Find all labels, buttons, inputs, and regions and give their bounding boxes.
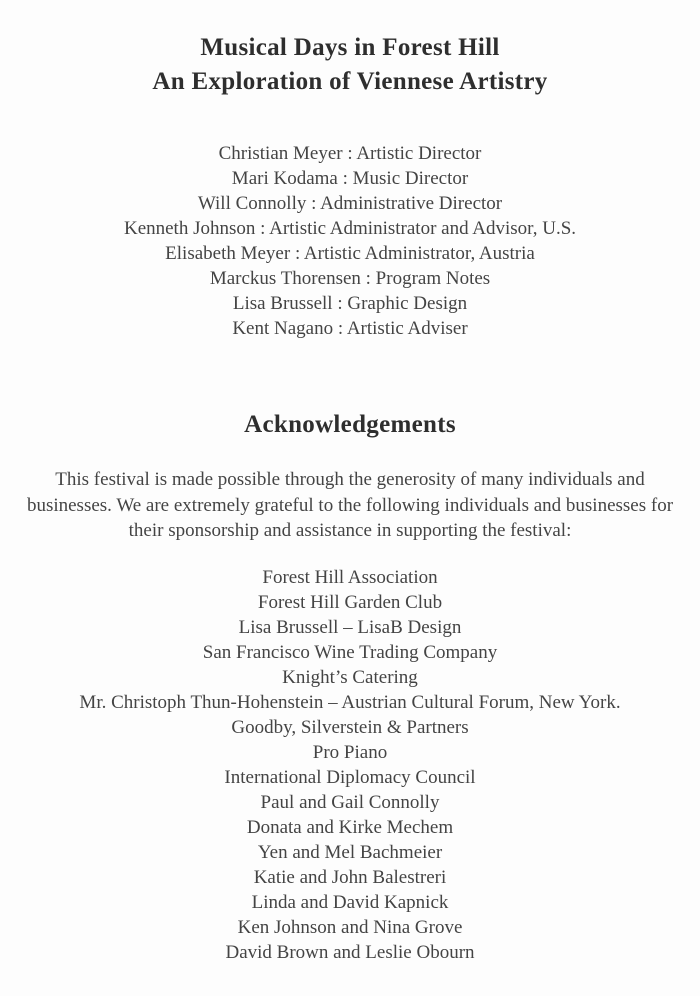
- sponsor-line: Knight’s Catering: [282, 666, 418, 688]
- sponsor-line: San Francisco Wine Trading Company: [202, 641, 498, 663]
- acknowledgements-paragraph: This festival is made possible through the generosity of many individuals and businesses. We are extremely grateful to the following individuals and businesses for their sponsorship and assistance in supporting the festival:: [26, 469, 674, 541]
- credit-line: Lisa Brussell : Graphic Design: [232, 293, 468, 314]
- sponsor-line: Donata and Kirke Mechem: [246, 816, 454, 838]
- sponsors-list: [0, 565, 700, 965]
- page-title-line2: An Exploration of Viennese Artistry: [152, 68, 548, 95]
- sponsor-line: Yen and Mel Bachmeier: [257, 841, 443, 863]
- credit-line: Will Connolly : Administrative Director: [197, 193, 503, 214]
- sponsor-line: Ken Johnson and Nina Grove: [237, 916, 463, 938]
- credit-line: Marckus Thorensen : Program Notes: [209, 268, 491, 289]
- credit-line: Christian Meyer : Artistic Director: [218, 143, 482, 164]
- sponsor-line: Katie and John Balestreri: [253, 866, 447, 888]
- sponsor-line: International Diplomacy Council: [224, 766, 476, 788]
- acknowledgements-heading: Acknowledgements: [244, 411, 456, 438]
- sponsor-line: Linda and David Kapnick: [251, 891, 449, 913]
- sponsor-line: Pro Piano: [312, 741, 388, 763]
- credit-line: Kent Nagano : Artistic Adviser: [232, 318, 468, 339]
- page-title-line1: Musical Days in Forest Hill: [200, 34, 500, 61]
- sponsor-line: Lisa Brussell – LisaB Design: [238, 616, 462, 638]
- page-title: [0, 31, 700, 99]
- sponsor-line: Goodby, Silverstein & Partners: [231, 716, 469, 738]
- sponsor-line: Forest Hill Garden Club: [257, 591, 443, 613]
- credit-line: Elisabeth Meyer : Artistic Administrator, Austria: [165, 243, 535, 264]
- sponsor-line: Paul and Gail Connolly: [260, 791, 440, 813]
- credit-line: Mari Kodama : Music Director: [231, 168, 469, 189]
- sponsor-line: Mr. Christoph Thun-Hohenstein – Austrian Cultural Forum, New York.: [79, 691, 621, 713]
- credits-list: [0, 141, 700, 341]
- sponsor-line: Forest Hill Association: [262, 566, 438, 588]
- sponsor-line: David Brown and Leslie Obourn: [225, 941, 475, 963]
- credit-line: Kenneth Johnson : Artistic Administrator and Advisor, U.S.: [123, 218, 577, 239]
